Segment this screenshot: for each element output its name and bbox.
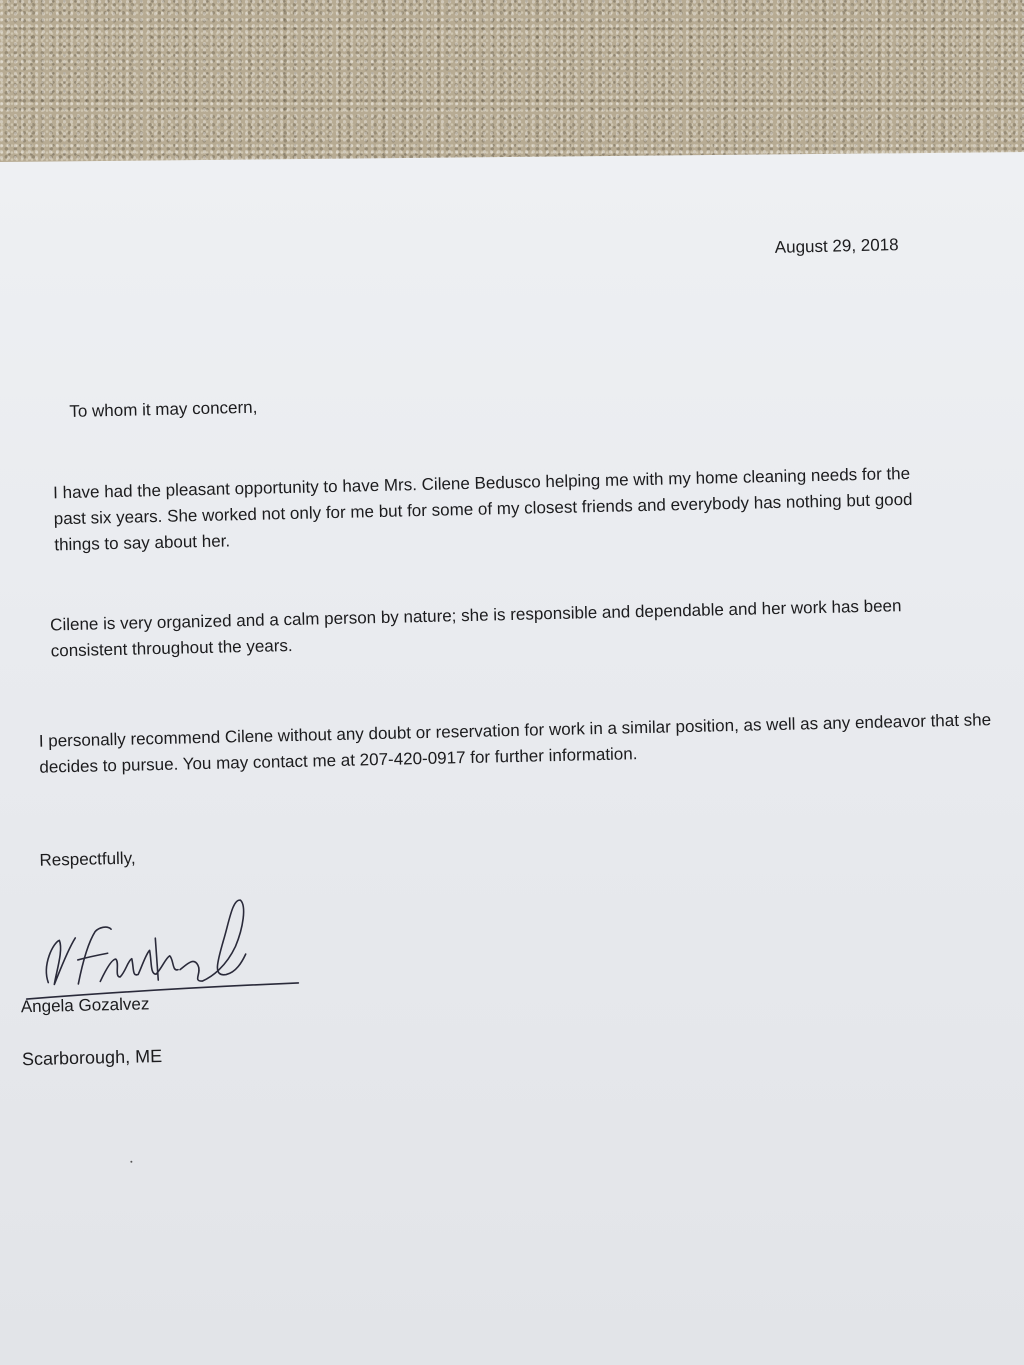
paper-speck — [130, 1161, 132, 1163]
letter-paragraph-3: I personally recommend Cilene without any doubt or reservation for work in a similar position, as well as any endeavor that she decides to pursue. You may contact me at 207-420-0917 for further information. — [38, 710, 992, 777]
letter-date: August 29, 2018 — [774, 235, 899, 257]
signer-location: Scarborough, ME — [21, 1046, 163, 1070]
letter-closing: Respectfully, — [39, 848, 136, 870]
letter-paragraph-1: I have had the pleasant opportunity to have Mrs. Cilene Bedusco helping me with my home cleaning needs for the past six years. She worked not only for me but for some of my closest friends and everybody has nothing but good things to say about her. — [52, 463, 913, 555]
signer-name: Angela Gozalvez — [20, 994, 150, 1017]
letter-salutation: To whom it may concern, — [69, 397, 258, 421]
letter-paragraph-2: Cilene is very organized and a calm person by nature; she is responsible and dependable and her work has been consistent throughout the years. — [49, 596, 902, 661]
